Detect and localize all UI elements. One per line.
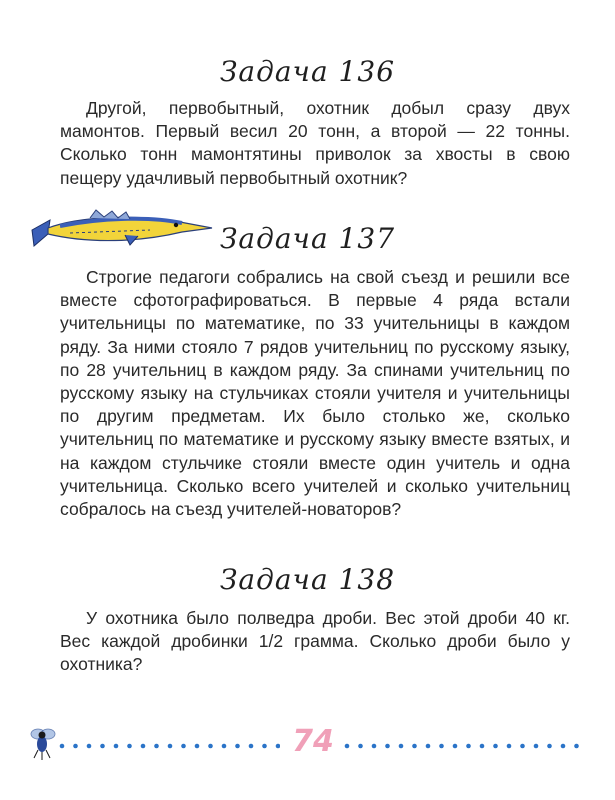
decorative-dot: [87, 744, 92, 749]
task-138-text: [60, 607, 570, 677]
task-136-text: [60, 97, 570, 190]
task-138-title: Задача 138: [219, 563, 396, 596]
task-137-title: Задача 137: [219, 222, 396, 255]
decorative-dot: [453, 744, 458, 749]
task-137-text: [60, 266, 570, 521]
decorative-dot: [73, 744, 78, 749]
decorative-dot: [222, 744, 227, 749]
decorative-dot: [561, 744, 566, 749]
decorative-dot: [534, 744, 539, 749]
decorative-dot: [520, 744, 525, 749]
decorative-dot: [345, 744, 350, 749]
decorative-dot: [399, 744, 404, 749]
decorative-dot: [195, 744, 200, 749]
task-136-title: Задача 136: [219, 55, 396, 88]
decorative-dot: [114, 744, 119, 749]
task-137-paragraph: Строгие педагоги собрались на свой съезд и решили все вместе сфотографироваться. В первые 4 ряда встали учительницы по математике, по 33 учительницы в каждом ряду. За ними стояло 7 рядов учительниц по русскому языку, по 28 учительниц в каждом ряду. За спинами учительниц по русскому языку на стульчиках стояли учителя и учительницы по другим предметам. Их было столько же, сколько учительниц по математике и русскому языку вместе взятых, и на каждом стульчике стояли вместе один учитель и одна учительница. Сколько всего учителей и сколько учительниц собралось на съезд учителей-новаторов?: [60, 267, 570, 520]
decorative-dot: [466, 744, 471, 749]
decorative-dot: [141, 744, 146, 749]
decorative-dot: [168, 744, 173, 749]
decorative-dot: [127, 744, 132, 749]
decorative-dot: [262, 744, 267, 749]
decorative-dot: [385, 744, 390, 749]
decorative-dot: [276, 744, 280, 749]
decorative-dot: [208, 744, 213, 749]
decorative-dot: [439, 744, 444, 749]
decorative-dot: [154, 744, 159, 749]
decorative-dot: [426, 744, 431, 749]
decorative-dot: [480, 744, 485, 749]
decorative-dot: [574, 744, 579, 749]
decorative-dot: [100, 744, 105, 749]
decorative-dot: [235, 744, 240, 749]
dotted-line-left: [58, 741, 280, 751]
page-number: 74: [292, 724, 334, 759]
task-138-paragraph: У охотника было полведра дроби. Вес этой дроби 40 кг. Вес каждой дробинки 1/2 грамма. Сколько дроби было у охотника?: [60, 608, 570, 675]
decorative-dot: [181, 744, 186, 749]
fly-illustration: [28, 722, 56, 764]
decorative-dot: [493, 744, 498, 749]
decorative-dot: [412, 744, 417, 749]
decorative-dot: [547, 744, 552, 749]
decorative-dot: [60, 744, 65, 749]
dotted-line-right: [343, 741, 583, 751]
decorative-dot: [372, 744, 377, 749]
decorative-dot: [249, 744, 254, 749]
decorative-dot: [507, 744, 512, 749]
task-136-paragraph: Другой, первобытный, охотник добыл сразу двух мамонтов. Первый весил 20 тонн, а второй — 22 тонны. Сколько тонн мамонтятины приволок за хвосты в свою пещеру удачливый первобытный охотник?: [60, 98, 570, 188]
decorative-dot: [358, 744, 363, 749]
